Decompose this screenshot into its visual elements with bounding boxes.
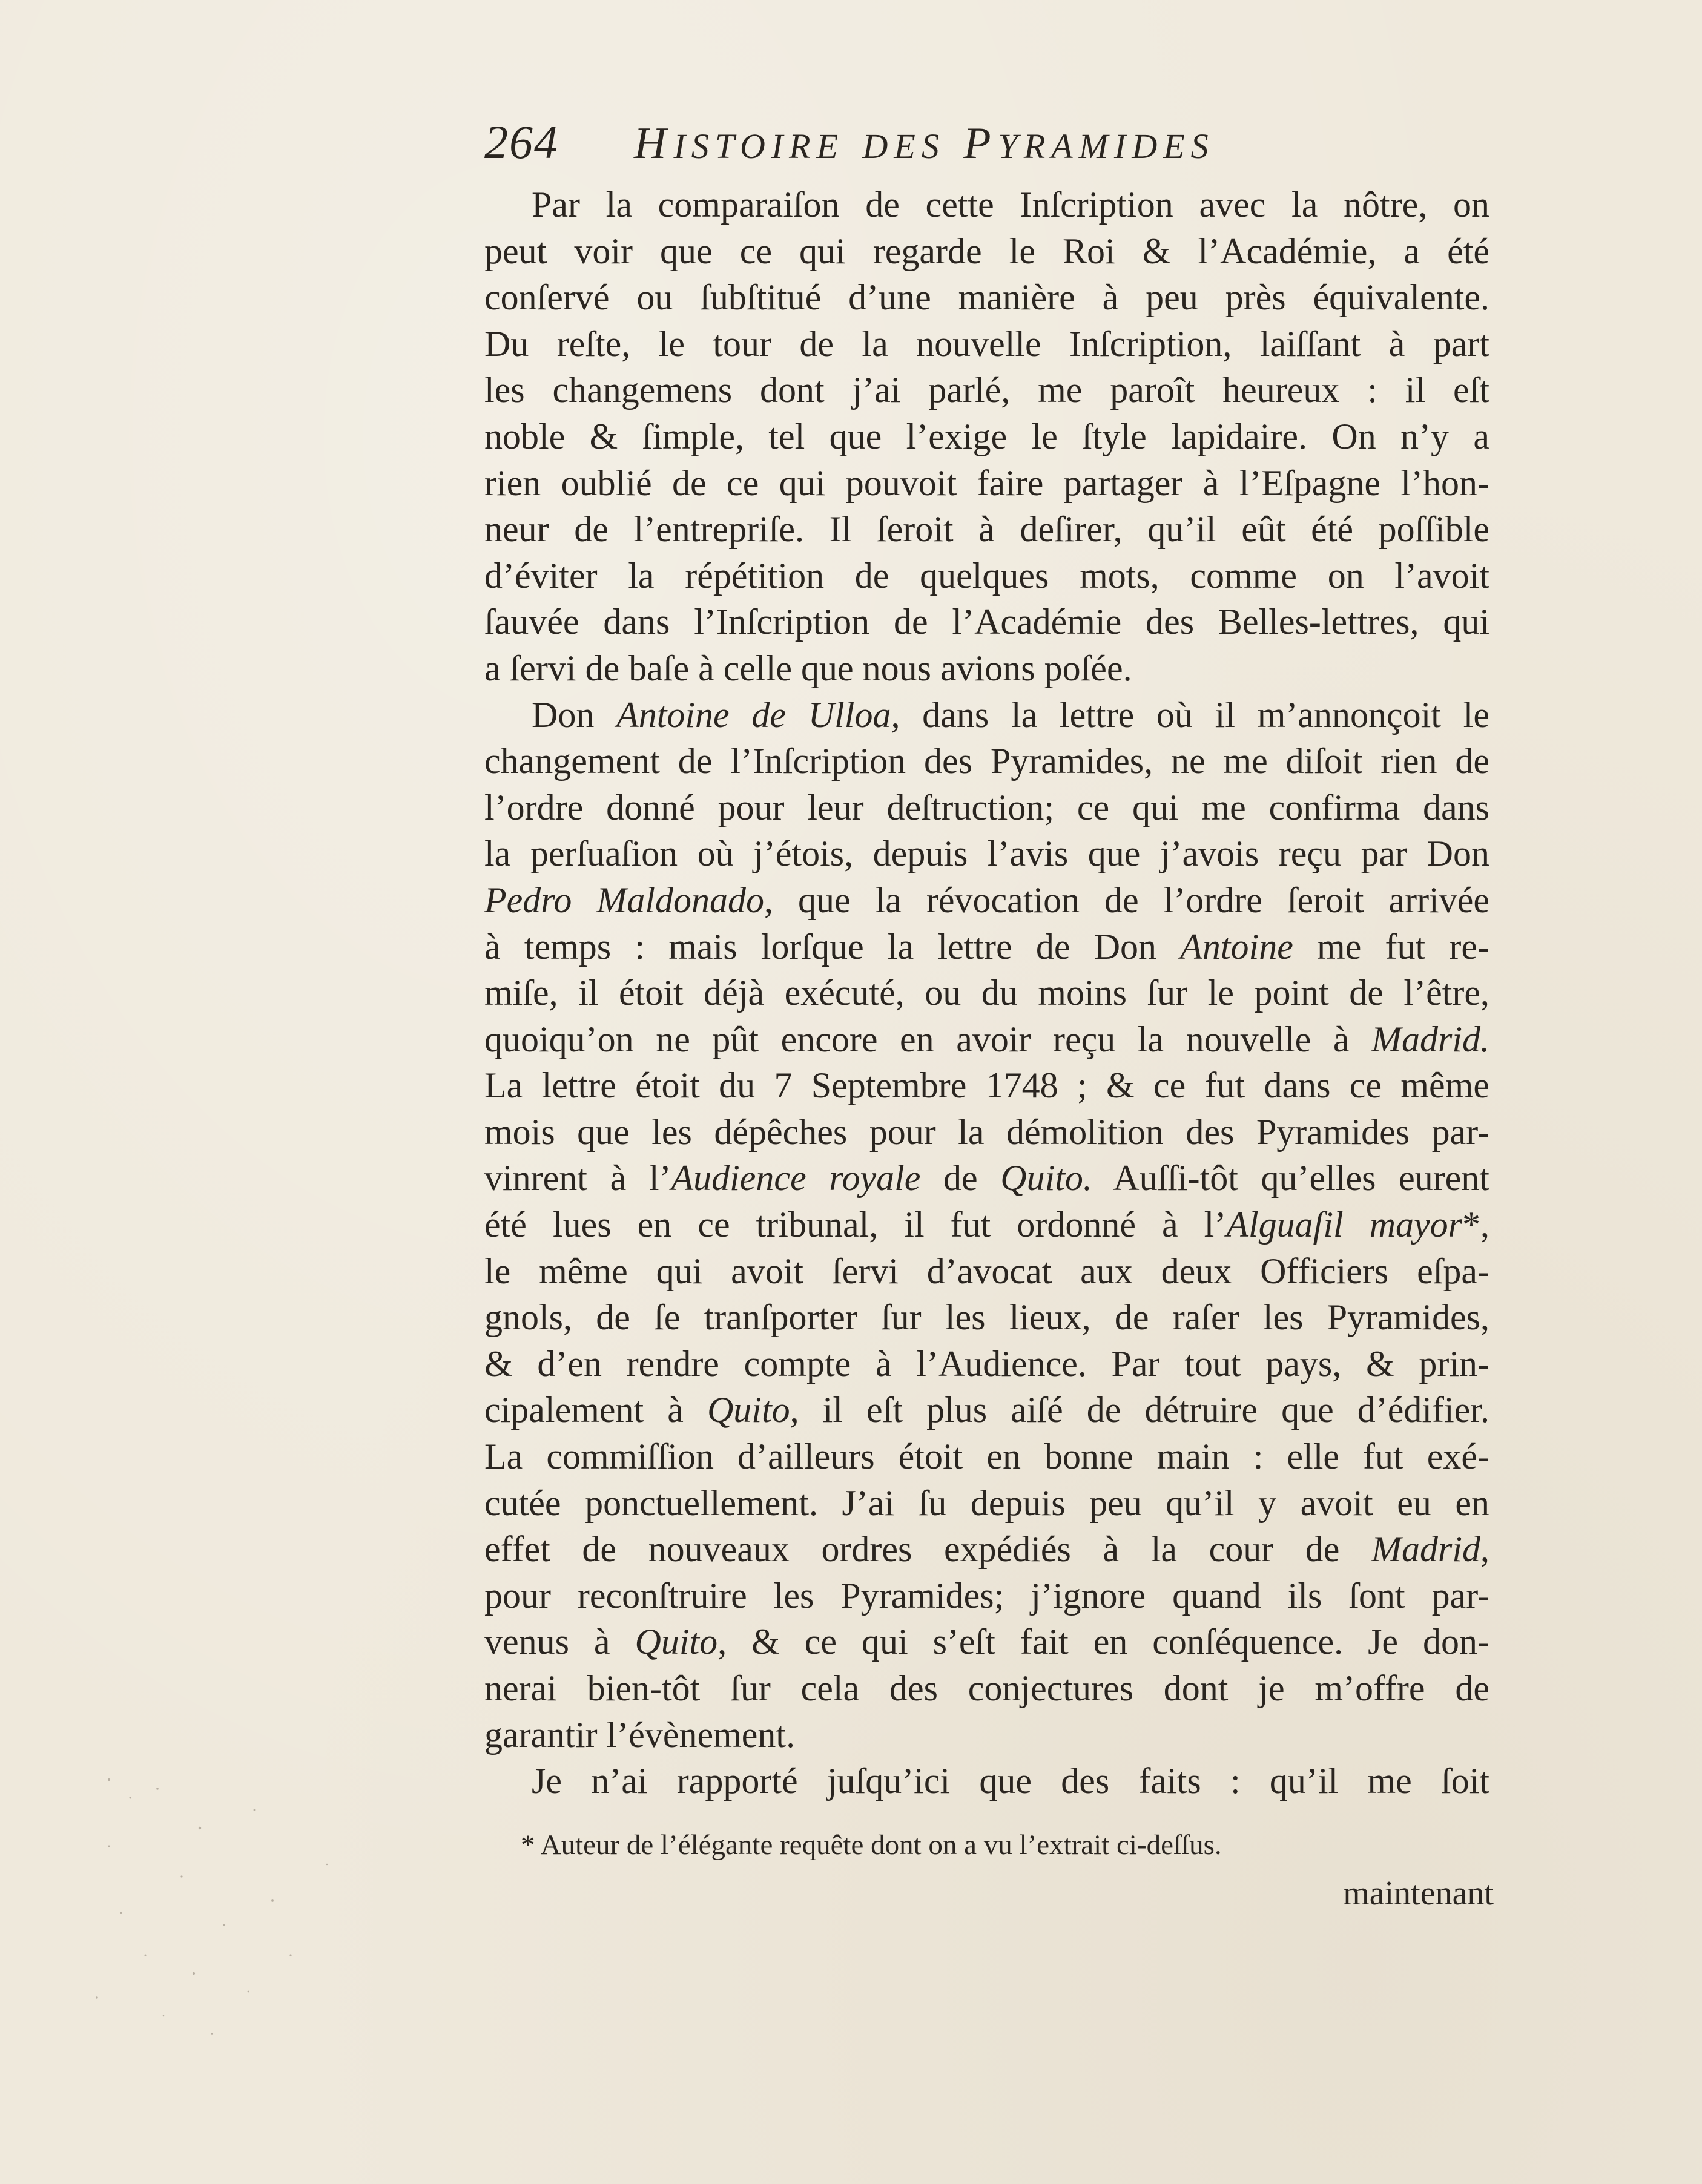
text-line (484, 1387, 1489, 1433)
text-line (484, 1202, 1489, 1248)
line-text: changement de l’Inſcription des Pyramides, ne me diſoit rien de (484, 741, 1489, 781)
line-text: , il eſt plus aiſé de détruire que d’édifier. (790, 1390, 1489, 1430)
text-line (484, 1433, 1489, 1480)
line-text: me fut re- (1293, 926, 1489, 967)
footnote-mark: * (521, 1829, 535, 1861)
italic-text: Audience royale (671, 1158, 921, 1199)
text-line (484, 460, 1489, 507)
italic-text: Quito (707, 1390, 790, 1430)
italic-text: Pedro Maldonado (484, 880, 765, 920)
text-line (484, 645, 1489, 692)
line-text: gnols, de ſe tranſporter ſur les lieux, de raſer les Pyramides, (484, 1297, 1489, 1338)
line-text: rien oublié de ce qui pouvoit faire partager à l’Eſpagne l’hon- (484, 462, 1489, 503)
footnote (521, 1825, 1489, 1865)
line-text: , & ce qui s’eſt fait en conſéquence. Je don- (717, 1622, 1489, 1662)
text-line (484, 1526, 1489, 1573)
line-text: nerai bien-tôt ſur cela des conjectures dont je m’offre de (484, 1668, 1489, 1708)
page-header (484, 115, 1514, 169)
line-text: garantir l’évènement. (484, 1714, 796, 1755)
text-line (484, 1062, 1489, 1109)
text-line (484, 1619, 1489, 1665)
line-text: venus à (484, 1622, 635, 1662)
line-text: mois que les dépêches pour la démolition des Pyramides par- (484, 1111, 1489, 1152)
line-text: Auſſi-tôt qu’elles eurent (1092, 1158, 1489, 1199)
line-text: le même qui avoit ſervi d’avocat aux deux Officiers eſpa- (484, 1251, 1489, 1291)
line-text: cutée ponctuellement. J’ai ſu depuis peu qu’il y avoit eu en (484, 1482, 1489, 1523)
line-text: Du reſte, le tour de la nouvelle Inſcription, laiſſant à part (484, 323, 1489, 364)
text-line (484, 1248, 1489, 1295)
text-line (484, 1109, 1489, 1156)
line-text: Je n’ai rapporté juſqu’ici que des faits : qu’il me ſoit (532, 1761, 1489, 1801)
line-text: les changemens dont j’ai parlé, me paroît heureux : il eſt (484, 370, 1489, 410)
line-text: , dans la lettre où il m’annonçoit le (891, 694, 1489, 735)
line-text: effet de nouveaux ordres expédiés à la cour de (484, 1529, 1371, 1570)
line-text: pour reconſtruire les Pyramides; j’ignore quand ils ſont par- (484, 1575, 1489, 1616)
italic-text: Quito (635, 1622, 718, 1662)
text-line (484, 599, 1489, 645)
line-text: l’ordre donné pour leur deſtruction; ce qui me confirma dans (484, 787, 1489, 827)
text-line (484, 228, 1489, 275)
text-line (484, 1155, 1489, 1202)
text-line (484, 553, 1489, 599)
text-line (484, 1016, 1489, 1063)
running-title-rest-3: YRAMIDES (998, 127, 1215, 166)
text-line (484, 367, 1489, 413)
italic-text: Alguaſil mayor (1226, 1205, 1463, 1245)
text-line (484, 1665, 1489, 1712)
line-text: , (1480, 1529, 1489, 1570)
line-text: la perſuaſion où j’étois, depuis l’avis que j’avois reçu par Don (484, 834, 1489, 874)
line-text: a ſervi de baſe à celle que nous avions poſée. (484, 648, 1132, 688)
running-title-initial-1: H (634, 119, 674, 168)
text-line (484, 274, 1489, 321)
page-number: 264 (484, 116, 559, 168)
running-title (634, 118, 1215, 169)
running-title-word-2: DES (862, 127, 945, 166)
text-line (484, 1712, 1489, 1758)
text-line (484, 738, 1489, 784)
text-line (484, 182, 1489, 228)
catchword: maintenant (1343, 1875, 1494, 1912)
running-title-initial-3: P (963, 119, 998, 168)
line-text: à temps : mais lorſque la lettre de Don (484, 926, 1181, 967)
italic-text: Madrid (1371, 1529, 1480, 1570)
text-line (484, 784, 1489, 831)
text-line (484, 1758, 1489, 1804)
line-text: ſauvée dans l’Inſcription de l’Académie des Belles-lettres, qui (484, 602, 1489, 642)
line-text: peut voir que ce qui regarde le Roi & l’Académie, a été (484, 231, 1489, 271)
text-line (484, 831, 1489, 877)
running-title-rest-1: ISTOIRE (673, 127, 845, 166)
text-line (484, 1341, 1489, 1387)
line-text: neur de l’entrepriſe. Il ſeroit à deſirer, qu’il eût été poſſible (484, 509, 1489, 550)
line-text: été lues en ce tribunal, il fut ordonné à l’ (484, 1205, 1227, 1245)
text-line (484, 877, 1489, 924)
line-text: de (920, 1158, 1001, 1199)
paper-specks (73, 1755, 412, 2070)
line-text: vinrent à l’ (484, 1158, 671, 1199)
line-text: miſe, il étoit déjà exécuté, ou du moins ſur le point de l’être, (484, 973, 1489, 1013)
italic-text: Quito. (1000, 1158, 1092, 1199)
body-text (484, 182, 1489, 1804)
line-text: cipalement à (484, 1390, 707, 1430)
text-line (484, 1573, 1489, 1619)
line-text: , que la révocation de l’ordre ſeroit arrivée (764, 880, 1489, 920)
italic-text: Antoine (1180, 926, 1293, 967)
italic-text: Madrid. (1371, 1019, 1489, 1059)
line-text: noble & ſimple, tel que l’exige le ſtyle lapidaire. On n’y a (484, 416, 1489, 456)
line-text: La lettre étoit du 7 Septembre 1748 ; & ce fut dans ce même (484, 1065, 1489, 1106)
line-text: d’éviter la répétition de quelques mots, comme on l’avoit (484, 555, 1489, 596)
text-line (484, 1294, 1489, 1341)
line-text: quoiqu’on ne pût encore en avoir reçu la nouvelle à (484, 1019, 1371, 1059)
text-line (484, 1480, 1489, 1527)
line-text: La commiſſion d’ailleurs étoit en bonne main : elle fut exé- (484, 1436, 1489, 1477)
line-text: conſervé ou ſubſtitué d’une manière à peu près équivalente. (484, 277, 1489, 318)
text-line (484, 924, 1489, 970)
line-text: *, (1462, 1205, 1489, 1245)
text-line (484, 413, 1489, 460)
line-text: Par la comparaiſon de cette Inſcription avec la nôtre, on (532, 185, 1489, 225)
footnote-text: Auteur de l’élégante requête dont on a vu l’extrait ci-deſſus. (540, 1829, 1222, 1861)
text-line (484, 970, 1489, 1016)
text-line (484, 506, 1489, 553)
line-text: Don (532, 694, 617, 735)
text-line (484, 692, 1489, 738)
italic-text: Antoine de Ulloa (616, 694, 891, 735)
text-line (484, 321, 1489, 367)
line-text: & d’en rendre compte à l’Audience. Par tout pays, & prin- (484, 1343, 1489, 1384)
